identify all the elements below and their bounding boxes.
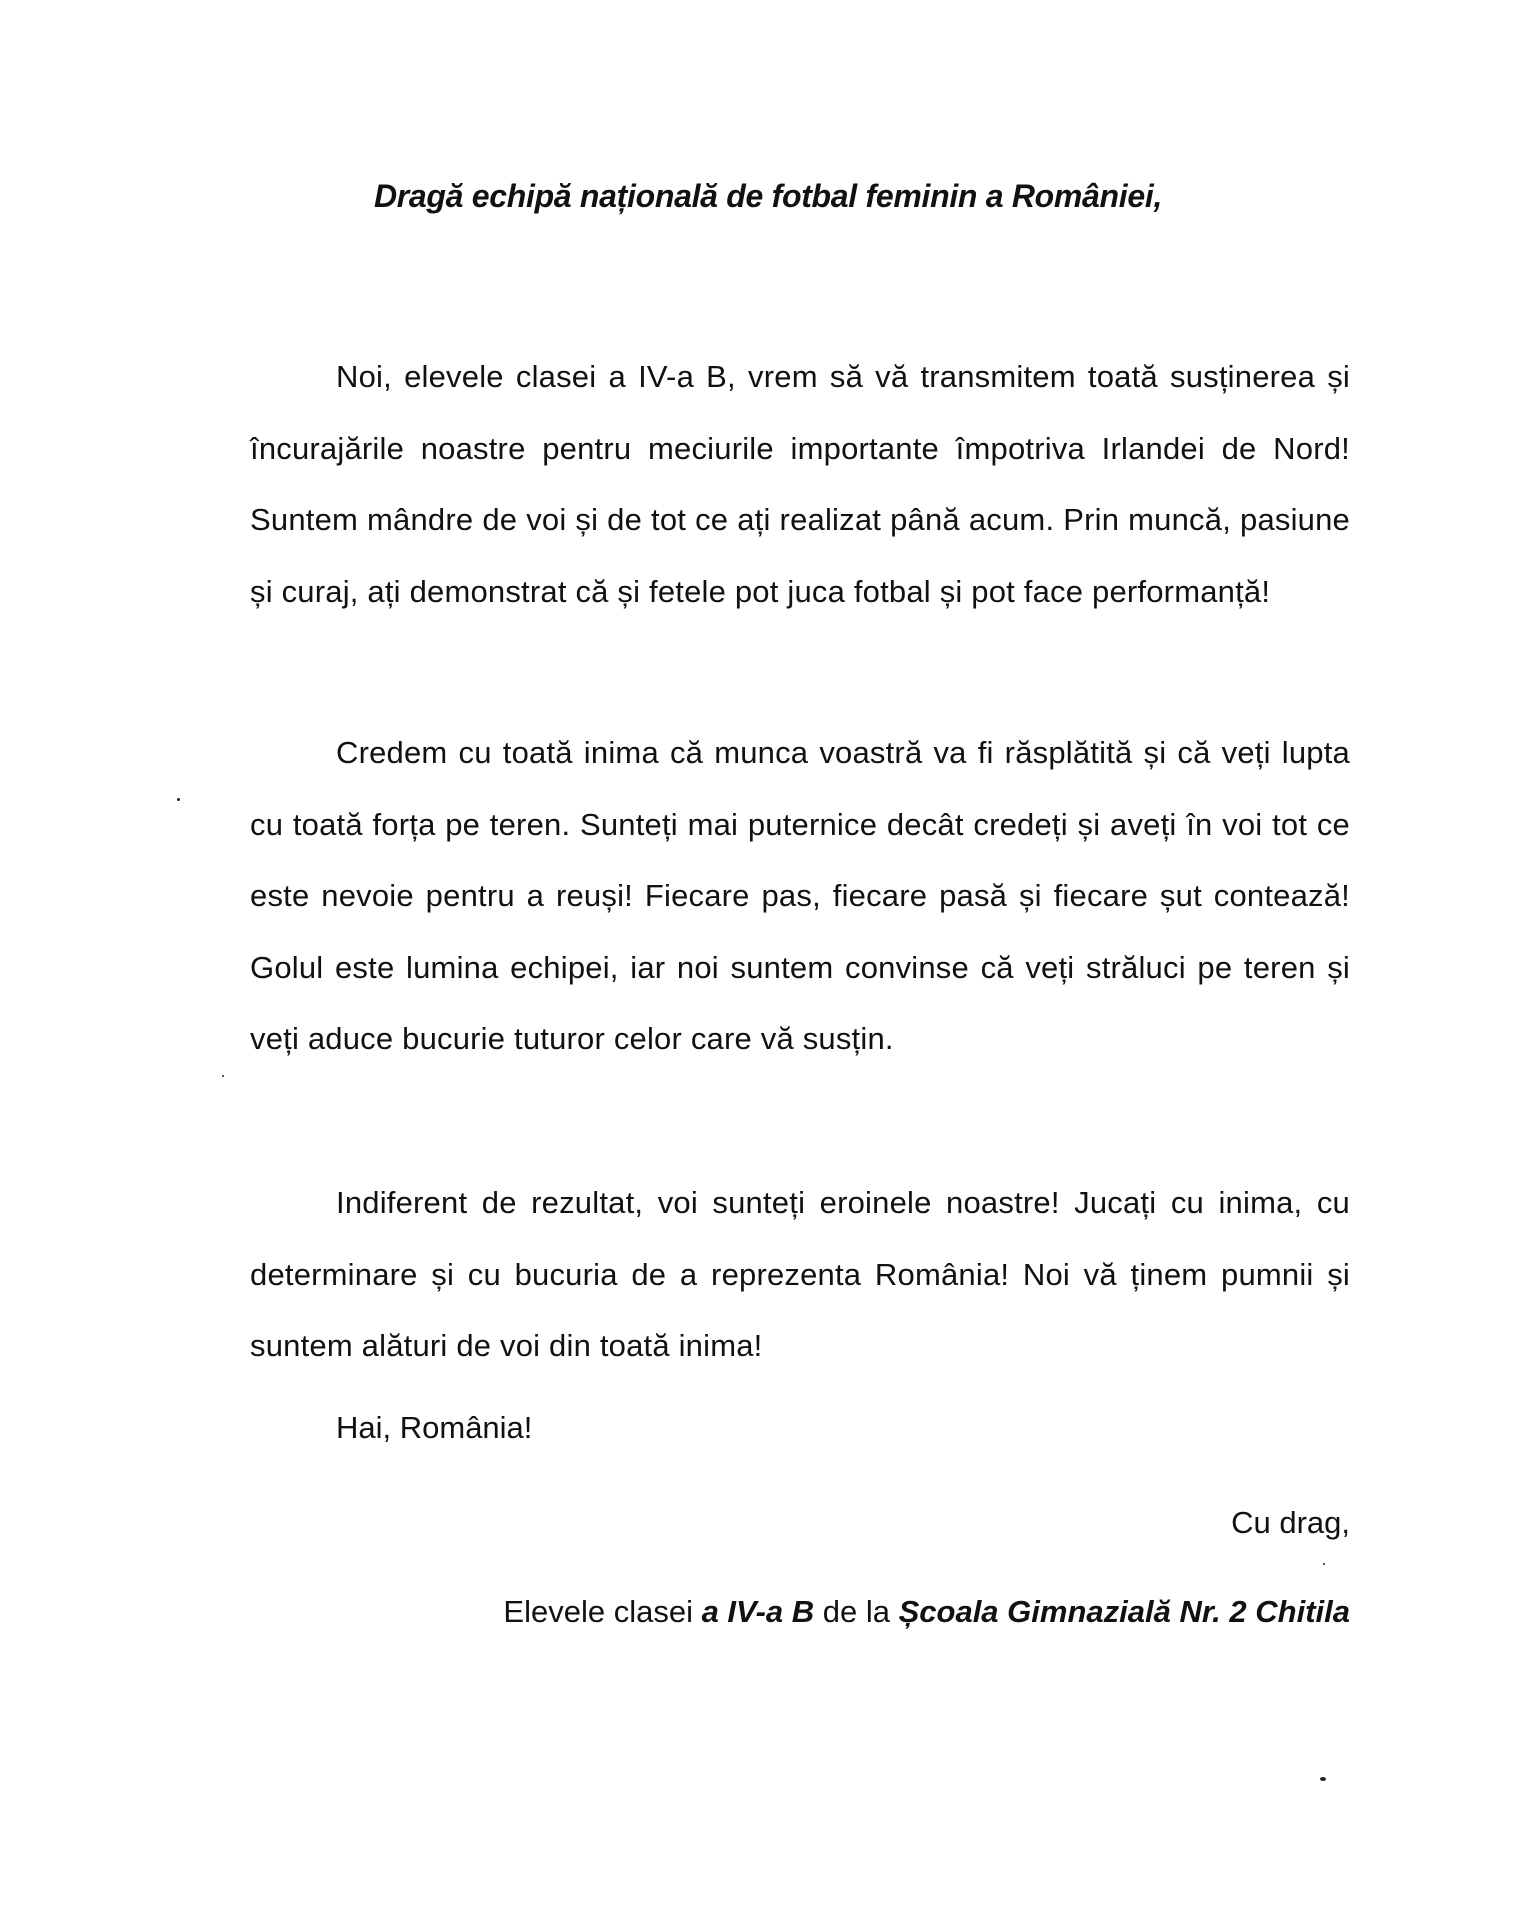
signature-middle: de la	[814, 1594, 899, 1629]
letter-paragraph-3: Indiferent de rezultat, voi sunteți eroinele noastre! Jucați cu inima, cu determinare și cu bucuria de a reprezenta România! Noi vă ținem pumnii și suntem alături de voi din toată inima!	[250, 1185, 1350, 1363]
letter-paragraph-2: Credem cu toată inima că munca voastră va fi răsplătită și că veți lupta cu toată forța pe teren. Sunteți mai puternice decât credeți și aveți în voi tot ce este nevoie pentru a reuși! Fiecare pas, fiecare pasă și fiecare șut contează! Golul este lumina echipei, iar noi suntem convinse că veți străluci pe teren și veți aduce bucurie tuturor celor care vă susțin.	[250, 735, 1350, 1056]
signature-class-name: a IV-a B	[701, 1594, 815, 1629]
letter-paragraph-1: Noi, elevele clasei a IV-a B, vrem să vă transmitem toată susținerea și încurajările noastre pentru meciurile importante împotriva Irlandei de Nord! Suntem mândre de voi și de tot ce ați realizat până acum. Prin muncă, pasiune și curaj, ați demonstrat că și fetele pot juca fotbal și pot face performanță!	[250, 359, 1350, 609]
signature-school-name: Școala Gimnazială Nr. 2 Chitila	[898, 1594, 1350, 1629]
scan-speck	[1320, 1777, 1326, 1781]
scan-speck	[222, 1075, 224, 1077]
scan-speck	[177, 798, 180, 801]
letter-signature	[503, 1582, 1350, 1642]
letter-cheer: Hai, România!	[336, 1410, 533, 1445]
scan-speck	[1323, 1563, 1325, 1565]
letter-salutation: Dragă echipă națională de fotbal feminin a României,	[373, 178, 1163, 214]
signature-prefix: Elevele clasei	[503, 1594, 702, 1629]
letter-closing: Cu drag,	[1231, 1505, 1350, 1540]
